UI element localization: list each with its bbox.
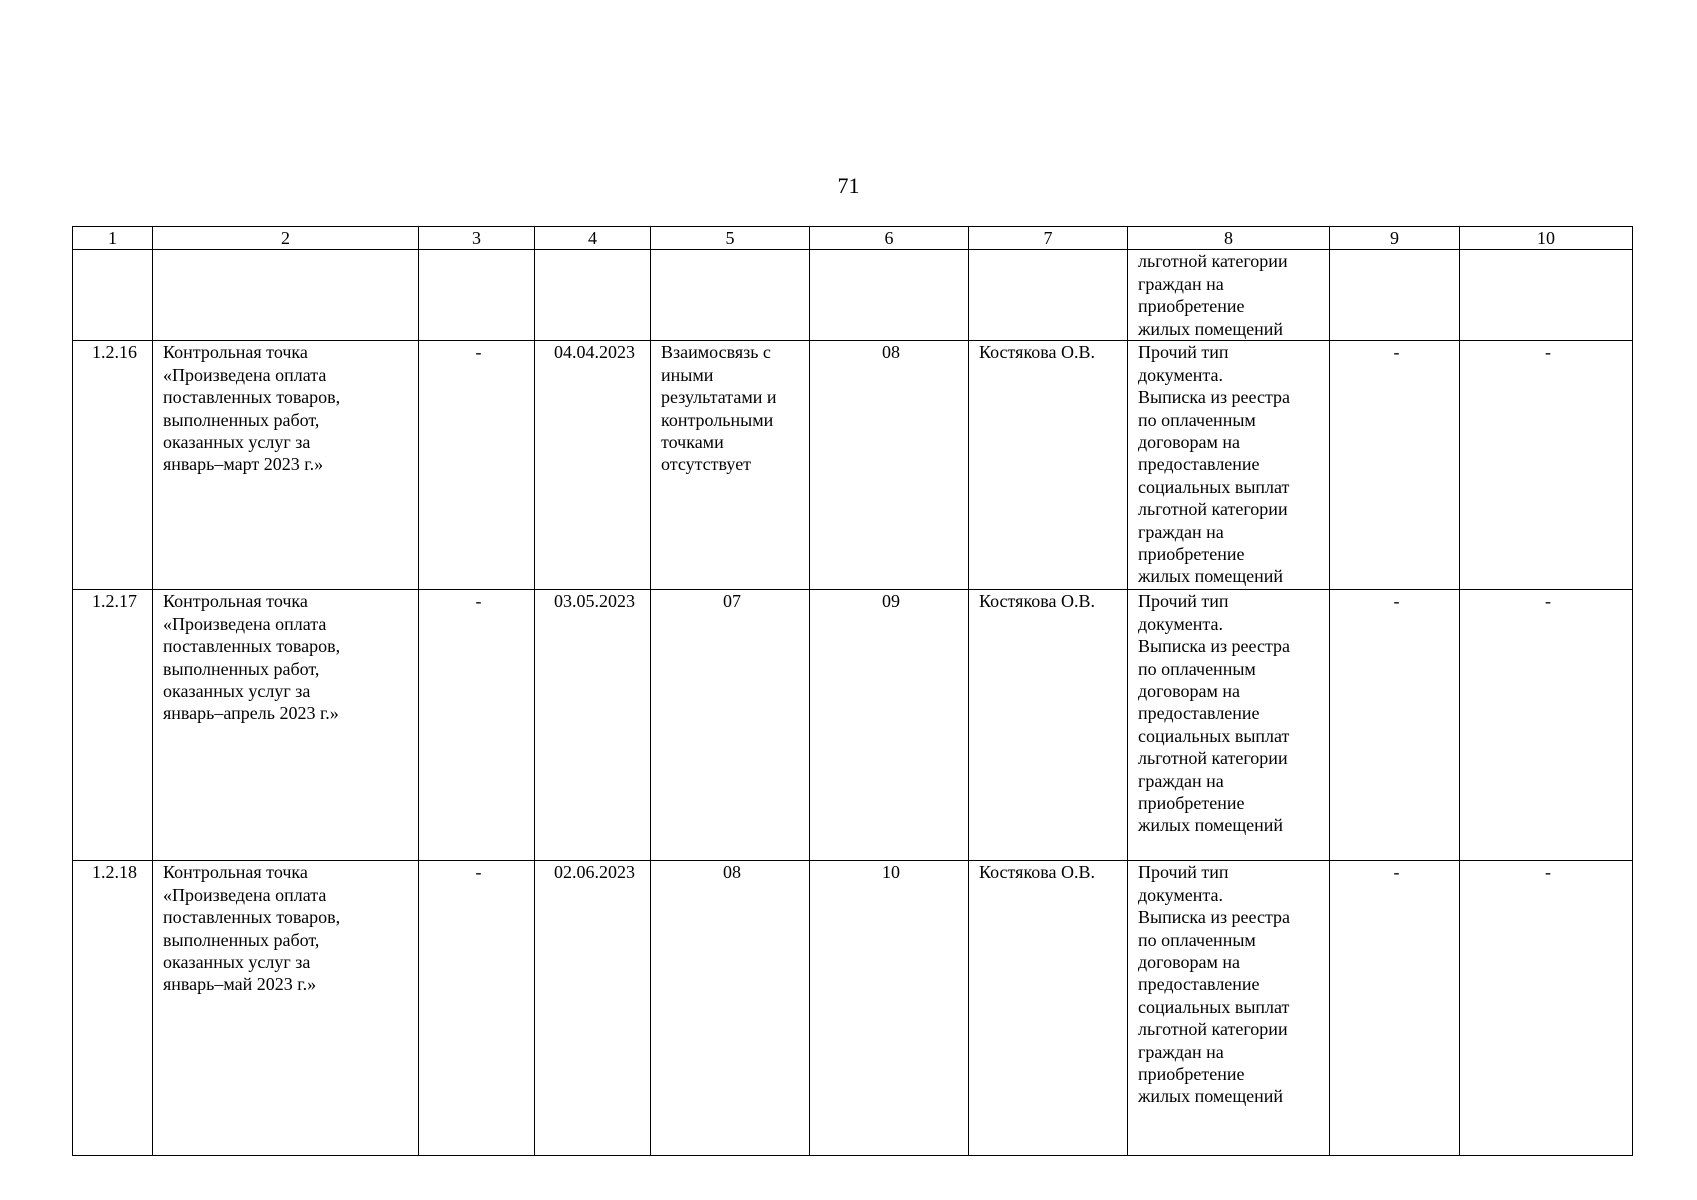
responsible-cell: Костякова О.В.	[969, 341, 1128, 590]
col9-cell: -	[1330, 341, 1460, 590]
column-header-10: 10	[1460, 227, 1633, 250]
table-cell	[969, 250, 1128, 341]
date-cell: 04.04.2023	[535, 341, 651, 590]
document-type-cell: Прочий тип документа. Выписка из реестра по оплаченным договорам на предоставление социальных выплат льготной категории граждан на приобретение жилых помещений	[1128, 861, 1330, 1156]
page-number: 71	[837, 173, 860, 198]
column-header-7: 7	[969, 227, 1128, 250]
table-row	[73, 861, 1633, 1156]
table-cell	[535, 250, 651, 341]
col3-cell: -	[419, 341, 535, 590]
col10-cell: -	[1460, 341, 1633, 590]
column-header-8: 8	[1128, 227, 1330, 250]
col6-cell: 09	[810, 590, 969, 861]
responsible-cell: Костякова О.В.	[969, 590, 1128, 861]
column-header-9: 9	[1330, 227, 1460, 250]
date-cell: 03.05.2023	[535, 590, 651, 861]
row-number-cell: 1.2.18	[73, 861, 153, 1156]
table-cell	[73, 250, 153, 341]
table-row	[73, 341, 1633, 590]
column-header-1: 1	[73, 227, 153, 250]
document-type-cell: льготной категории граждан на приобретение жилых помещений	[1128, 250, 1330, 341]
control-points-table	[72, 226, 1633, 1156]
column-number-header-row	[73, 227, 1633, 250]
table-row	[73, 590, 1633, 861]
col6-cell: 08	[810, 341, 969, 590]
table-cell	[419, 250, 535, 341]
control-point-title-cell: Контрольная точка «Произведена оплата поставленных товаров, выполненных работ, оказанных услуг за январь–апрель 2023 г.»	[153, 590, 419, 861]
col9-cell: -	[1330, 861, 1460, 1156]
column-header-2: 2	[153, 227, 419, 250]
row-number-cell: 1.2.17	[73, 590, 153, 861]
relation-cell: 07	[651, 590, 810, 861]
relation-cell: Взаимосвязь с иными результатами и контрольными точками отсутствует	[651, 341, 810, 590]
date-cell: 02.06.2023	[535, 861, 651, 1156]
col6-cell: 10	[810, 861, 969, 1156]
table-cell	[1460, 250, 1633, 341]
row-number-cell: 1.2.16	[73, 341, 153, 590]
table-cell	[1330, 250, 1460, 341]
document-type-cell: Прочий тип документа. Выписка из реестра по оплаченным договорам на предоставление социальных выплат льготной категории граждан на приобретение жилых помещений	[1128, 341, 1330, 590]
column-header-3: 3	[419, 227, 535, 250]
table-cell	[153, 250, 419, 341]
column-header-5: 5	[651, 227, 810, 250]
control-point-title-cell: Контрольная точка «Произведена оплата поставленных товаров, выполненных работ, оказанных услуг за январь–май 2023 г.»	[153, 861, 419, 1156]
column-header-6: 6	[810, 227, 969, 250]
document-type-cell: Прочий тип документа. Выписка из реестра по оплаченным договорам на предоставление социальных выплат льготной категории граждан на приобретение жилых помещений	[1128, 590, 1330, 861]
control-point-title-cell: Контрольная точка «Произведена оплата поставленных товаров, выполненных работ, оказанных услуг за январь–март 2023 г.»	[153, 341, 419, 590]
table-cell	[810, 250, 969, 341]
col3-cell: -	[419, 861, 535, 1156]
col10-cell: -	[1460, 861, 1633, 1156]
table-cell	[651, 250, 810, 341]
continuation-row	[73, 250, 1633, 341]
col10-cell: -	[1460, 590, 1633, 861]
relation-cell: 08	[651, 861, 810, 1156]
col3-cell: -	[419, 590, 535, 861]
col9-cell: -	[1330, 590, 1460, 861]
responsible-cell: Костякова О.В.	[969, 861, 1128, 1156]
column-header-4: 4	[535, 227, 651, 250]
